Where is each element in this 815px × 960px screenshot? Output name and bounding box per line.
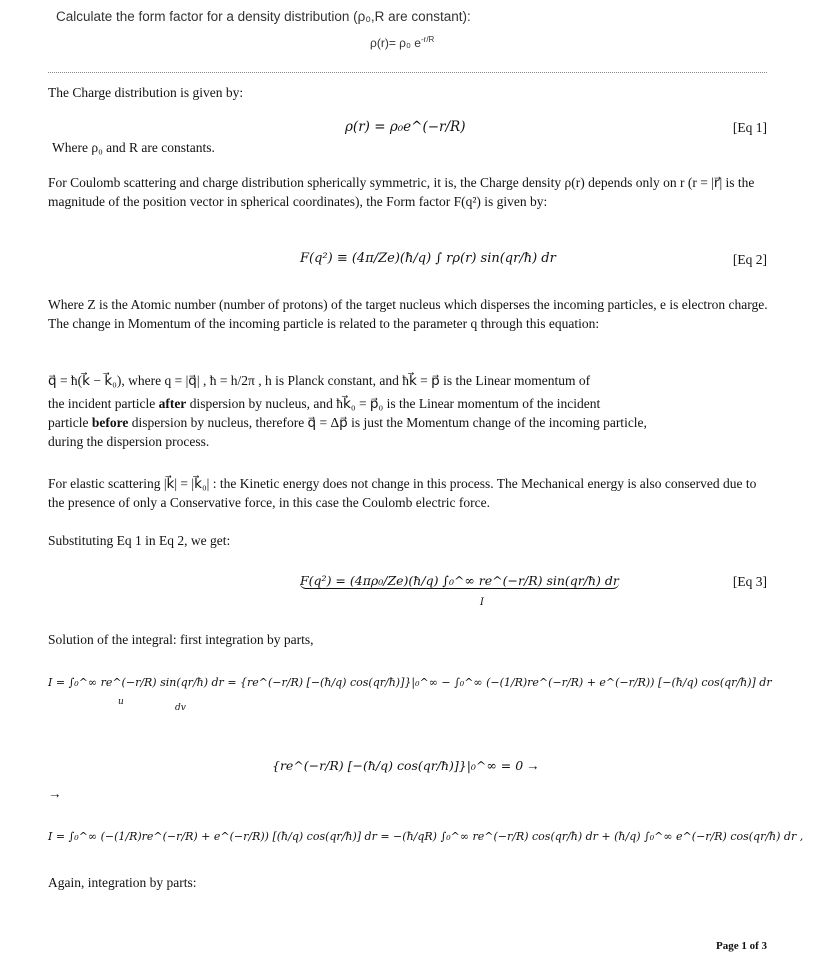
momentum-line-3 (48, 415, 647, 431)
momentum-line-2-a: the incident particle (48, 396, 159, 411)
dotted-separator (48, 72, 767, 73)
equation-1-tag: [Eq 1] (732, 120, 767, 135)
problem-title: Calculate the form factor for a density distribution (ρ₀,R are constant): (56, 9, 471, 24)
dv-label: dv (175, 703, 186, 713)
equation-3-expression: F(q²) = (4πρ₀/Ze)(ħ/q) ∫₀^∞ re^(−r/R) sin(qr/ħ) dr (300, 573, 619, 588)
constants-note: Where ρ₀ and R are constants. (52, 140, 215, 155)
momentum-line-3-a: particle (48, 415, 92, 430)
u-label: u (118, 697, 124, 707)
equation-2: F(q²) ≡ (4π/Ze)(ħ/q) ∫ rρ(r) sin(qr/ħ) dr (300, 251, 556, 266)
integral-result-equation: I = ∫₀^∞ (−(1/R)re^(−r/R) + e^(−r/R)) [(ħ/q) cos(qr/ħ)] dr = −(ħ/qR) ∫₀^∞ re^(−r/R) cos(qr/ħ) dr + (ħ/q) ∫₀^∞ e^(−r/R) cos(qr/ħ) dr , (48, 830, 804, 843)
equation-2-tag: [Eq 2] (732, 252, 767, 267)
elastic-scattering-paragraph: For elastic scattering |k⃗| = |k⃗₀| : the Kinetic energy does not change in this process. The Mechanical energy is also conserved due to the presence of only a Conservative force, in this case the Coulomb electric force. (48, 476, 757, 510)
equation-3-underbrace-label: I (480, 597, 484, 608)
intro-text: The Charge distribution is given by: (48, 85, 244, 100)
equation-3 (300, 573, 619, 588)
substituting-text: Substituting Eq 1 in Eq 2, we get: (48, 533, 231, 548)
page-number: Page 1 of 3 (715, 940, 767, 952)
equation-3-tag: [Eq 3] (732, 574, 767, 589)
boundary-term-equation: {re^(−r/R) [−(ħ/q) cos(qr/ħ)]}|₀^∞ = 0 (272, 758, 524, 773)
momentum-line-1: q⃗ = ħ(k⃗ − k⃗₀), where q = |q⃗| , ħ = h/2π , h is Planck constant, and ħk⃗ = p⃗ is the Linear momentum of (48, 373, 591, 388)
problem-equation (370, 35, 434, 50)
momentum-line-2 (48, 396, 600, 412)
integration-by-parts-equation: I = ∫₀^∞ re^(−r/R) sin(qr/ħ) dr = {re^(−r/R) [−(ħ/q) cos(qr/ħ)]}|₀^∞ − ∫₀^∞ (−(1/R)re^(−r/R) + e^(−r/R)) [−(ħ/q) cos(qr/ħ)] dr (48, 676, 772, 689)
atomic-number-paragraph: Where Z is the Atomic number (number of protons) of the target nucleus which disperses the incoming particles, e is electron charge. The change in Momentum of the incoming particle is related to the parameter q through this equation: (48, 297, 768, 331)
arrow-right: → (526, 758, 540, 773)
momentum-line-2-b: dispersion by nucleus, and ħk⃗₀ = p⃗₀ is the Linear momentum of the incident (186, 396, 601, 411)
equation-1: ρ(r) = ρ₀e^(−r/R) (345, 119, 466, 135)
before-emphasis: before (91, 415, 129, 430)
problem-equation-exponent: -r/R (420, 35, 435, 44)
again-text: Again, integration by parts: (48, 875, 197, 890)
momentum-line-3-b: dispersion by nucleus, therefore q⃗ = Δp⃗ is just the Momentum change of the incoming particle, (128, 415, 647, 430)
solution-intro: Solution of the integral: first integration by parts, (48, 632, 314, 647)
momentum-line-4: during the dispersion process. (48, 434, 210, 449)
after-emphasis: after (158, 396, 187, 411)
problem-equation-base: ρ(r)= ρ₀ e (370, 36, 421, 50)
arrow-left: → (48, 786, 62, 801)
coulomb-paragraph: For Coulomb scattering and charge distribution spherically symmetric, it is, the Charge density ρ(r) depends only on r (r = |r⃗| is the magnitude of the position vector in spherical coordinates), the Form factor F(q²) is given by: (48, 175, 755, 209)
